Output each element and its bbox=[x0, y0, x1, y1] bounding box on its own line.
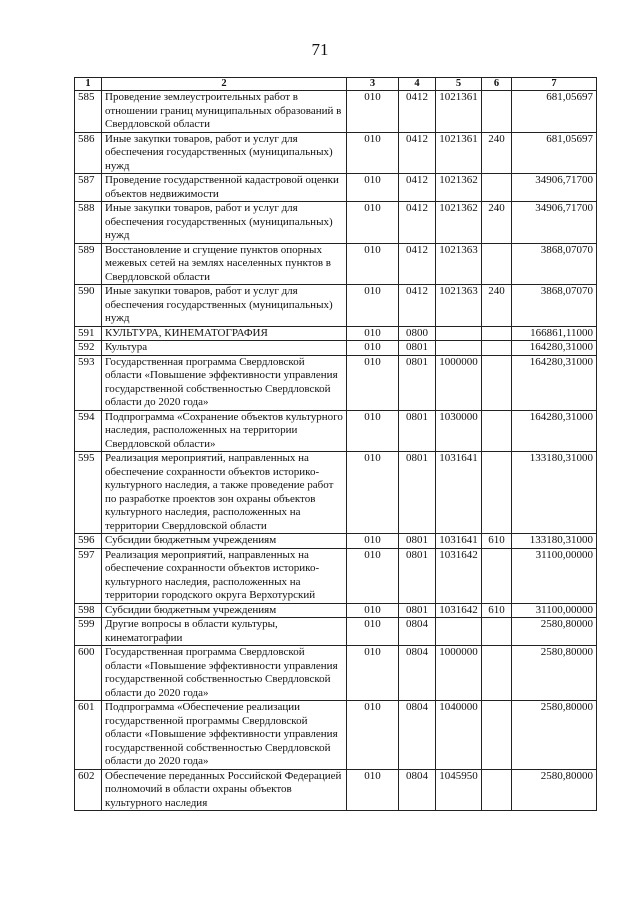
row-name: Реализация мероприятий, направленных на обеспечение сохранности объектов историко-культурного наследия, а также проведение работ по разработке проектов зон охраны объектов культурного наследия, расположенных на территории Свердловской области bbox=[102, 452, 347, 534]
row-section-code: 0412 bbox=[399, 202, 436, 244]
table-row bbox=[75, 91, 597, 133]
row-amount: 2580,80000 bbox=[512, 769, 597, 811]
row-target-code: 1021361 bbox=[436, 91, 482, 133]
table-row bbox=[75, 341, 597, 356]
page-number: 71 bbox=[311, 40, 329, 59]
table-row bbox=[75, 618, 597, 646]
row-section-code: 0412 bbox=[399, 285, 436, 327]
row-name: Субсидии бюджетным учреждениям bbox=[102, 603, 347, 618]
row-name: Подпрограмма «Сохранение объектов культурного наследия, расположенных на территории Свердловской области» bbox=[102, 410, 347, 452]
row-amount: 3868,07070 bbox=[512, 243, 597, 285]
table-row bbox=[75, 534, 597, 549]
row-amount: 2580,80000 bbox=[512, 618, 597, 646]
row-amount: 3868,07070 bbox=[512, 285, 597, 327]
row-number: 586 bbox=[75, 132, 102, 174]
row-name: Проведение землеустроительных работ в отношении границ муниципальных образований в Свердловской области bbox=[102, 91, 347, 133]
row-expense-type bbox=[482, 701, 512, 770]
row-section-code: 0801 bbox=[399, 603, 436, 618]
row-expense-type bbox=[482, 341, 512, 356]
row-target-code: 1000000 bbox=[436, 646, 482, 701]
row-expense-type bbox=[482, 452, 512, 534]
row-ministry-code: 010 bbox=[347, 202, 399, 244]
table-row bbox=[75, 548, 597, 603]
row-target-code bbox=[436, 326, 482, 341]
row-ministry-code: 010 bbox=[347, 410, 399, 452]
row-amount: 681,05697 bbox=[512, 132, 597, 174]
row-target-code bbox=[436, 618, 482, 646]
row-expense-type bbox=[482, 174, 512, 202]
row-number: 587 bbox=[75, 174, 102, 202]
row-expense-type bbox=[482, 646, 512, 701]
header-row bbox=[75, 78, 597, 91]
row-target-code: 1031641 bbox=[436, 534, 482, 549]
row-amount: 2580,80000 bbox=[512, 646, 597, 701]
row-name: Подпрограмма «Обеспечение реализации государственной программы Свердловской области «Повышение эффективности управления государственной собственностью Свердловской области до 2020 года» bbox=[102, 701, 347, 770]
row-amount: 166861,11000 bbox=[512, 326, 597, 341]
row-name: Иные закупки товаров, работ и услуг для обеспечения государственных (муниципальных) нужд bbox=[102, 202, 347, 244]
row-ministry-code: 010 bbox=[347, 91, 399, 133]
row-section-code: 0804 bbox=[399, 618, 436, 646]
row-section-code: 0412 bbox=[399, 132, 436, 174]
row-name: Субсидии бюджетным учреждениям bbox=[102, 534, 347, 549]
row-ministry-code: 010 bbox=[347, 132, 399, 174]
row-amount: 164280,31000 bbox=[512, 410, 597, 452]
row-expense-type: 240 bbox=[482, 285, 512, 327]
row-name: Иные закупки товаров, работ и услуг для обеспечения государственных (муниципальных) нужд bbox=[102, 285, 347, 327]
row-number: 597 bbox=[75, 548, 102, 603]
row-target-code: 1000000 bbox=[436, 355, 482, 410]
row-expense-type bbox=[482, 618, 512, 646]
table-row bbox=[75, 285, 597, 327]
table-row bbox=[75, 769, 597, 811]
row-expense-type bbox=[482, 91, 512, 133]
row-number: 600 bbox=[75, 646, 102, 701]
row-ministry-code: 010 bbox=[347, 174, 399, 202]
table-row bbox=[75, 646, 597, 701]
row-section-code: 0804 bbox=[399, 701, 436, 770]
row-section-code: 0800 bbox=[399, 326, 436, 341]
header-cell: 2 bbox=[102, 78, 347, 91]
row-section-code: 0412 bbox=[399, 243, 436, 285]
row-name: Государственная программа Свердловской области «Повышение эффективности управления государственной собственностью Свердловской области до 2020 года» bbox=[102, 355, 347, 410]
table-row bbox=[75, 243, 597, 285]
row-expense-type: 240 bbox=[482, 202, 512, 244]
row-expense-type bbox=[482, 769, 512, 811]
row-expense-type bbox=[482, 243, 512, 285]
row-amount: 164280,31000 bbox=[512, 355, 597, 410]
row-target-code: 1021361 bbox=[436, 132, 482, 174]
row-expense-type bbox=[482, 410, 512, 452]
row-section-code: 0801 bbox=[399, 355, 436, 410]
row-number: 601 bbox=[75, 701, 102, 770]
row-number: 590 bbox=[75, 285, 102, 327]
row-ministry-code: 010 bbox=[347, 452, 399, 534]
row-section-code: 0801 bbox=[399, 410, 436, 452]
header-cell: 1 bbox=[75, 78, 102, 91]
row-ministry-code: 010 bbox=[347, 243, 399, 285]
row-ministry-code: 010 bbox=[347, 701, 399, 770]
row-name: Проведение государственной кадастровой оценки объектов недвижимости bbox=[102, 174, 347, 202]
row-ministry-code: 010 bbox=[347, 355, 399, 410]
row-name: Восстановление и сгущение пунктов опорных межевых сетей на землях населенных пунктов в Свердловской области bbox=[102, 243, 347, 285]
row-expense-type bbox=[482, 355, 512, 410]
table-row bbox=[75, 603, 597, 618]
row-expense-type bbox=[482, 548, 512, 603]
row-section-code: 0801 bbox=[399, 341, 436, 356]
row-ministry-code: 010 bbox=[347, 285, 399, 327]
table-row bbox=[75, 452, 597, 534]
row-amount: 31100,00000 bbox=[512, 603, 597, 618]
row-amount: 2580,80000 bbox=[512, 701, 597, 770]
row-target-code: 1021363 bbox=[436, 243, 482, 285]
row-section-code: 0804 bbox=[399, 769, 436, 811]
row-number: 589 bbox=[75, 243, 102, 285]
row-ministry-code: 010 bbox=[347, 534, 399, 549]
header-cell: 6 bbox=[482, 78, 512, 91]
row-section-code: 0804 bbox=[399, 646, 436, 701]
row-expense-type bbox=[482, 326, 512, 341]
table-row bbox=[75, 202, 597, 244]
row-number: 591 bbox=[75, 326, 102, 341]
table-row bbox=[75, 410, 597, 452]
row-name: КУЛЬТУРА, КИНЕМАТОГРАФИЯ bbox=[102, 326, 347, 341]
budget-table bbox=[74, 77, 597, 811]
row-ministry-code: 010 bbox=[347, 548, 399, 603]
row-section-code: 0412 bbox=[399, 91, 436, 133]
row-name: Культура bbox=[102, 341, 347, 356]
header-cell: 4 bbox=[399, 78, 436, 91]
header-cell: 3 bbox=[347, 78, 399, 91]
row-ministry-code: 010 bbox=[347, 769, 399, 811]
row-number: 602 bbox=[75, 769, 102, 811]
row-ministry-code: 010 bbox=[347, 646, 399, 701]
row-target-code: 1031641 bbox=[436, 452, 482, 534]
row-expense-type: 610 bbox=[482, 534, 512, 549]
row-target-code: 1031642 bbox=[436, 548, 482, 603]
row-number: 595 bbox=[75, 452, 102, 534]
row-number: 588 bbox=[75, 202, 102, 244]
row-section-code: 0801 bbox=[399, 548, 436, 603]
row-amount: 34906,71700 bbox=[512, 174, 597, 202]
row-amount: 133180,31000 bbox=[512, 452, 597, 534]
table-row bbox=[75, 174, 597, 202]
row-expense-type: 240 bbox=[482, 132, 512, 174]
row-name: Иные закупки товаров, работ и услуг для обеспечения государственных (муниципальных) нужд bbox=[102, 132, 347, 174]
row-expense-type: 610 bbox=[482, 603, 512, 618]
row-amount: 681,05697 bbox=[512, 91, 597, 133]
row-number: 594 bbox=[75, 410, 102, 452]
row-section-code: 0412 bbox=[399, 174, 436, 202]
header-cell: 7 bbox=[512, 78, 597, 91]
row-target-code: 1030000 bbox=[436, 410, 482, 452]
row-name: Реализация мероприятий, направленных на обеспечение сохранности объектов историко-культурного наследия, расположенных на территории городского округа Верхотурский bbox=[102, 548, 347, 603]
row-amount: 164280,31000 bbox=[512, 341, 597, 356]
row-number: 592 bbox=[75, 341, 102, 356]
row-name: Обеспечение переданных Российской Федерацией полномочий в области охраны объектов культурного наследия bbox=[102, 769, 347, 811]
row-name: Государственная программа Свердловской области «Повышение эффективности управления государственной собственностью Свердловской области до 2020 года» bbox=[102, 646, 347, 701]
row-target-code: 1021362 bbox=[436, 202, 482, 244]
row-number: 599 bbox=[75, 618, 102, 646]
row-number: 596 bbox=[75, 534, 102, 549]
row-name: Другие вопросы в области культуры, кинематографии bbox=[102, 618, 347, 646]
row-ministry-code: 010 bbox=[347, 326, 399, 341]
row-number: 585 bbox=[75, 91, 102, 133]
row-ministry-code: 010 bbox=[347, 603, 399, 618]
row-amount: 34906,71700 bbox=[512, 202, 597, 244]
row-ministry-code: 010 bbox=[347, 618, 399, 646]
row-target-code: 1040000 bbox=[436, 701, 482, 770]
row-target-code: 1021363 bbox=[436, 285, 482, 327]
row-amount: 133180,31000 bbox=[512, 534, 597, 549]
row-number: 593 bbox=[75, 355, 102, 410]
table-row bbox=[75, 326, 597, 341]
row-section-code: 0801 bbox=[399, 452, 436, 534]
header-cell: 5 bbox=[436, 78, 482, 91]
row-amount: 31100,00000 bbox=[512, 548, 597, 603]
row-section-code: 0801 bbox=[399, 534, 436, 549]
row-ministry-code: 010 bbox=[347, 341, 399, 356]
row-target-code bbox=[436, 341, 482, 356]
table-row bbox=[75, 132, 597, 174]
row-number: 598 bbox=[75, 603, 102, 618]
row-target-code: 1031642 bbox=[436, 603, 482, 618]
table-row bbox=[75, 355, 597, 410]
row-target-code: 1045950 bbox=[436, 769, 482, 811]
table-row bbox=[75, 701, 597, 770]
row-target-code: 1021362 bbox=[436, 174, 482, 202]
